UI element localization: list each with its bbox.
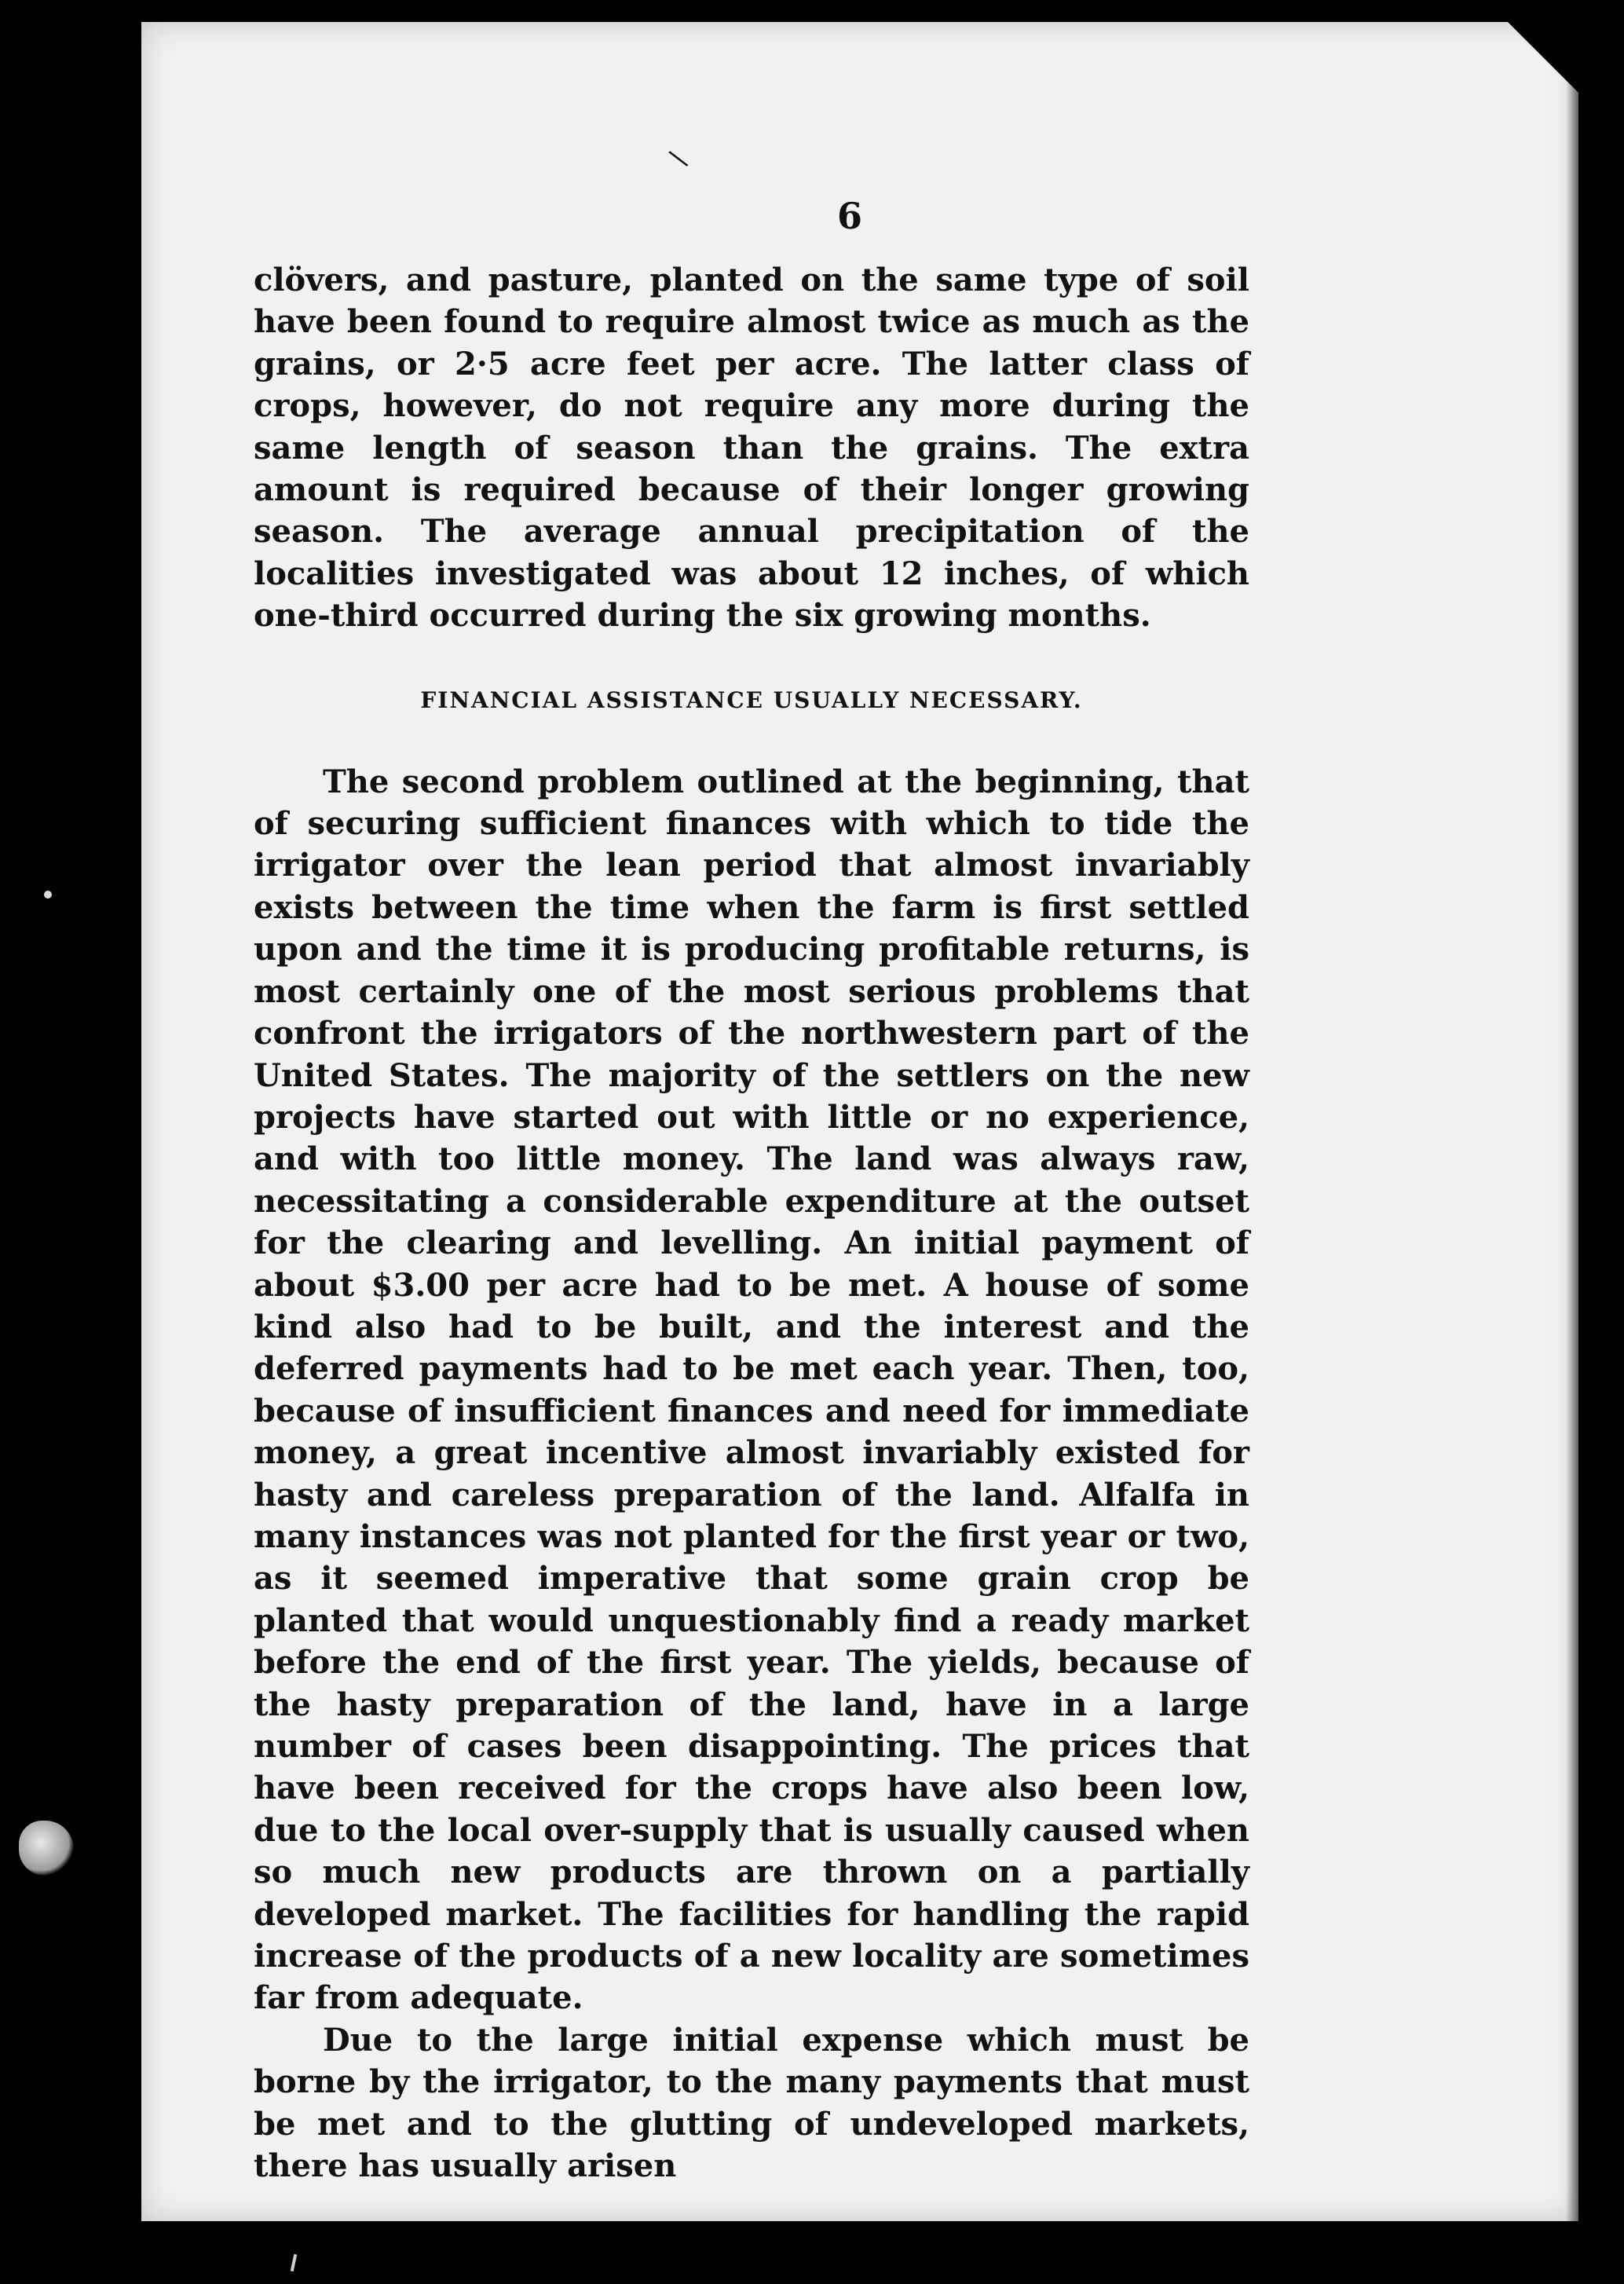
- paragraph: Due to the large initial expense which must be borne by the irrigator, to the many payments that must be met and to the glutting of undeveloped markets, there has usually arisen: [254, 2021, 1249, 2185]
- scan-blemish: [19, 1821, 74, 1876]
- page-edge-shadow: [1566, 22, 1578, 2221]
- section-heading: FINANCIAL ASSISTANCE USUALLY NECESSARY.: [420, 686, 1083, 713]
- stray-ink-mark: \: [665, 143, 691, 174]
- body-text: [254, 259, 1249, 2187]
- page-number: 6: [836, 195, 862, 237]
- scan-speck: [44, 891, 52, 899]
- scan-speck-bottom: [291, 2254, 297, 2271]
- paragraph: The second problem outlined at the beginning, that of securing sufficient finances with which to tide the irrigator over the lean period that almost invariably exists between the time when the farm is first settled upon and the time it is producing profitable returns, is most certainly one of the most serious problems that confront the irrigators of the northwestern part of the United States. The majority of the settlers on the new projects have started out with little or no experience, and with too little money. The land was always raw, necessitating a considerable expenditure at the outset for the clearing and levelling. An initial payment of about $3.00 per acre had to be met. A house of some kind also had to be built, and the interest and the deferred payments had to be met each year. Then, too, because of insufficient finances and need for immediate money, a great incentive almost invariably existed for hasty and careless preparation of the land. Alfalfa in many instances was not planted for the first year or two, as it seemed imperative that some grain crop be planted that would unquestionably find a ready market before the end of the first year. The yields, because of the hasty preparation of the land, have in a large number of cases been disappointing. The prices that have been received for the crops have also been low, due to the local over-supply that is usually caused when so much new products are thrown on a partially developed market. The facilities for handling the rapid increase of the products of a new locality are sometimes far from adequate.: [254, 763, 1249, 2017]
- paragraph-continued: clövers, and pasture, planted on the same type of soil have been found to require almost twice as much as the grains, or 2·5 acre feet per acre. The latter class of crops, however, do not require any more during the same length of season than the grains. The extra amount is required because of their longer growing season. The average annual precipitation of the localities investigated was about 12 inches, of which one-third occurred during the six growing months.: [254, 262, 1249, 635]
